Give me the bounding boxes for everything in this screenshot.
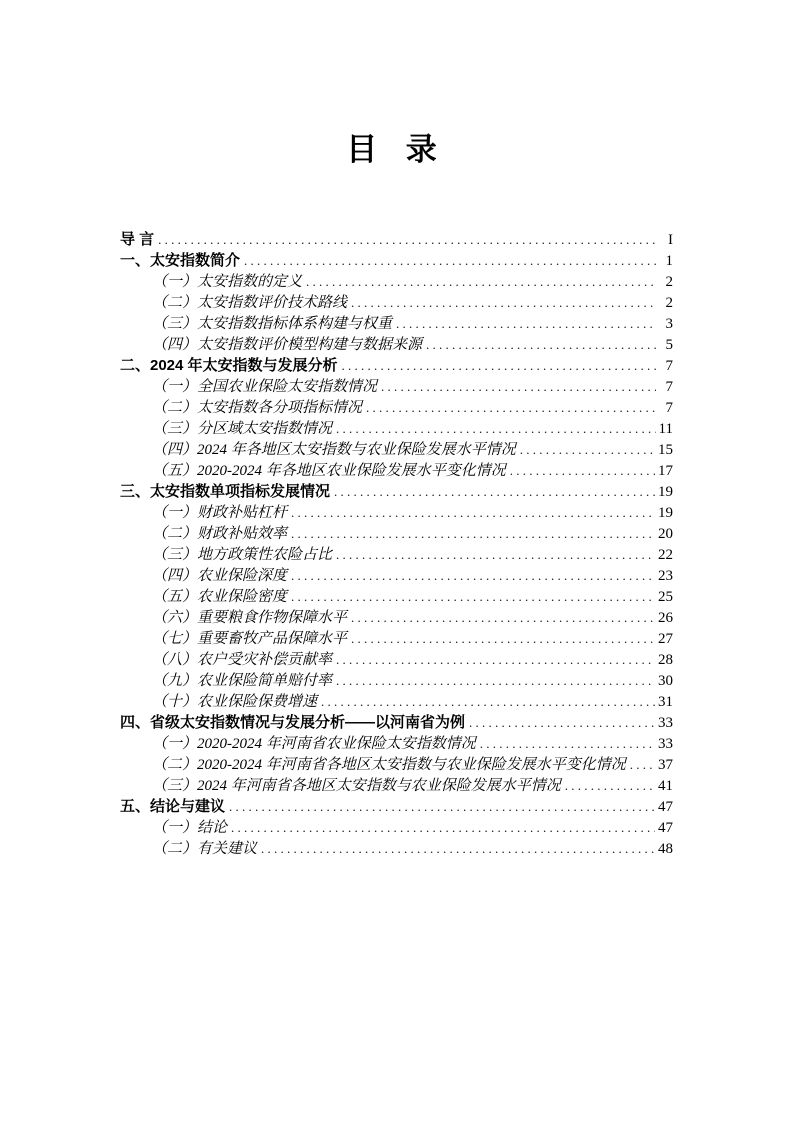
dot-leader — [520, 439, 655, 461]
dot-leader — [396, 313, 656, 335]
toc-entry-label: （四）太安指数评价模型构建与数据来源 — [152, 337, 423, 353]
toc-entry — [120, 397, 673, 418]
toc-entry — [120, 439, 673, 460]
toc-entry — [120, 796, 673, 817]
dot-leader — [336, 544, 655, 566]
dot-leader — [244, 250, 656, 272]
dot-leader — [291, 523, 655, 545]
toc-entry-page: 5 — [665, 337, 673, 353]
toc-entry-page: 2 — [665, 274, 673, 290]
toc-entry-label: 三、太安指数单项指标发展情况 — [120, 483, 331, 500]
toc-entry-page: 11 — [658, 421, 673, 437]
table-of-contents — [120, 229, 673, 859]
toc-entry-label: 一、太安指数简介 — [120, 252, 241, 269]
toc-entry — [120, 229, 673, 250]
toc-entry — [120, 649, 673, 670]
toc-entry-page: 30 — [658, 673, 673, 689]
toc-entry-page: 20 — [658, 526, 673, 542]
toc-entry — [120, 712, 673, 733]
toc-entry-label: （五）农业保险密度 — [152, 589, 288, 605]
toc-entry-page: 15 — [658, 442, 673, 458]
toc-entry-label: （一）财政补贴杠杆 — [152, 505, 288, 521]
toc-entry-page: 23 — [658, 568, 673, 584]
toc-entry-page: 22 — [658, 547, 673, 563]
toc-entry-page: I — [668, 232, 673, 248]
dot-leader — [630, 754, 655, 776]
toc-entry-label: （六）重要粮食作物保障水平 — [152, 610, 348, 626]
toc-entry-page: 27 — [658, 631, 673, 647]
toc-entry-label: （八）农户受灾补偿贡献率 — [152, 652, 333, 668]
dot-leader — [480, 733, 655, 755]
dot-leader — [334, 481, 655, 503]
toc-entry-label: （三）太安指数指标体系构建与权重 — [152, 316, 393, 332]
toc-entry — [120, 292, 673, 313]
toc-entry-page: 28 — [658, 652, 673, 668]
dot-leader — [565, 775, 655, 797]
toc-entry-page: 25 — [658, 589, 673, 605]
dot-leader — [306, 271, 656, 293]
toc-entry-label: （四）农业保险深度 — [152, 568, 288, 584]
dot-leader — [321, 691, 655, 713]
dot-leader — [336, 670, 655, 692]
toc-entry-page: 19 — [658, 484, 673, 500]
toc-entry — [120, 628, 673, 649]
toc-entry-page: 17 — [658, 463, 673, 479]
toc-entry — [120, 376, 673, 397]
toc-entry-label: （三）2024 年河南省各地区太安指数与农业保险发展水平情况 — [152, 778, 561, 794]
toc-entry-label: （二）太安指数评价技术路线 — [152, 295, 348, 311]
toc-entry — [120, 775, 673, 796]
toc-entry-label: （一）结论 — [152, 820, 228, 836]
toc-entry-label: （一）太安指数的定义 — [152, 274, 303, 290]
dot-leader — [291, 502, 655, 524]
toc-entry-page: 26 — [658, 610, 673, 626]
toc-entry-label: （二）财政补贴效率 — [152, 526, 288, 542]
toc-entry — [120, 691, 673, 712]
toc-entry — [120, 418, 673, 439]
dot-leader — [351, 607, 655, 629]
toc-entry-page: 33 — [658, 736, 673, 752]
toc-entry-label: 四、省级太安指数情况与发展分析——以河南省为例 — [120, 714, 466, 731]
dot-leader — [229, 796, 655, 818]
toc-entry-label: （三）地方政策性农险占比 — [152, 547, 333, 563]
toc-entry-page: 7 — [665, 358, 673, 374]
toc-entry-label: （一）2020-2024 年河南省农业保险太安指数情况 — [152, 736, 476, 752]
toc-entry — [120, 250, 673, 271]
toc-entry-page: 33 — [658, 715, 673, 731]
toc-entry — [120, 607, 673, 628]
toc-entry-page: 47 — [658, 799, 673, 815]
toc-entry-label: （五）2020-2024 年各地区农业保险发展水平变化情况 — [152, 463, 506, 479]
dot-leader — [342, 355, 656, 377]
toc-entry — [120, 670, 673, 691]
dot-leader — [510, 460, 655, 482]
toc-entry-label: 五、结论与建议 — [120, 798, 226, 815]
toc-entry — [120, 754, 673, 775]
toc-entry — [120, 544, 673, 565]
toc-entry-page: 31 — [658, 694, 673, 710]
toc-entry-label: （三）分区域太安指数情况 — [152, 421, 333, 437]
toc-entry-label: （二）太安指数各分项指标情况 — [152, 400, 363, 416]
toc-entry — [120, 733, 673, 754]
dot-leader — [158, 229, 656, 251]
dot-leader — [261, 838, 655, 860]
toc-entry-page: 7 — [665, 379, 673, 395]
toc-entry — [120, 460, 673, 481]
dot-leader — [291, 565, 655, 587]
toc-entry-label: （一）全国农业保险太安指数情况 — [152, 379, 378, 395]
toc-entry-label: （九）农业保险简单赔付率 — [152, 673, 333, 689]
toc-entry-page: 7 — [665, 400, 673, 416]
toc-entry — [120, 481, 673, 502]
dot-leader — [231, 817, 655, 839]
toc-entry — [120, 271, 673, 292]
dot-leader — [366, 397, 656, 419]
toc-entry — [120, 334, 673, 355]
toc-entry-page: 2 — [665, 295, 673, 311]
dot-leader — [381, 376, 656, 398]
page-title: 目 录 — [346, 132, 447, 167]
toc-entry-label: （二）2020-2024 年河南省各地区太安指数与农业保险发展水平变化情况 — [152, 757, 626, 773]
toc-entry-label: （七）重要畜牧产品保障水平 — [152, 631, 348, 647]
dot-leader — [351, 292, 656, 314]
toc-entry-page: 3 — [665, 316, 673, 332]
toc-entry-page: 48 — [658, 841, 673, 857]
dot-leader — [336, 418, 656, 440]
dot-leader — [469, 712, 655, 734]
toc-entry-page: 1 — [665, 253, 673, 269]
toc-entry — [120, 355, 673, 376]
toc-entry — [120, 565, 673, 586]
toc-entry-page: 37 — [658, 757, 673, 773]
dot-leader — [351, 628, 655, 650]
dot-leader — [426, 334, 656, 356]
toc-entry — [120, 586, 673, 607]
toc-entry — [120, 523, 673, 544]
toc-entry-page: 19 — [658, 505, 673, 521]
toc-entry — [120, 313, 673, 334]
toc-entry — [120, 502, 673, 523]
toc-entry-page: 47 — [658, 820, 673, 836]
toc-entry-label: 导 言 — [120, 231, 155, 248]
toc-entry-label: （十）农业保险保费增速 — [152, 694, 318, 710]
dot-leader — [291, 586, 655, 608]
toc-entry-label: 二、2024 年太安指数与发展分析 — [120, 357, 338, 374]
dot-leader — [336, 649, 655, 671]
toc-entry-page: 41 — [658, 778, 673, 794]
toc-entry — [120, 838, 673, 859]
toc-entry-label: （四）2024 年各地区太安指数与农业保险发展水平情况 — [152, 442, 516, 458]
toc-entry-label: （二）有关建议 — [152, 841, 258, 857]
toc-entry — [120, 817, 673, 838]
